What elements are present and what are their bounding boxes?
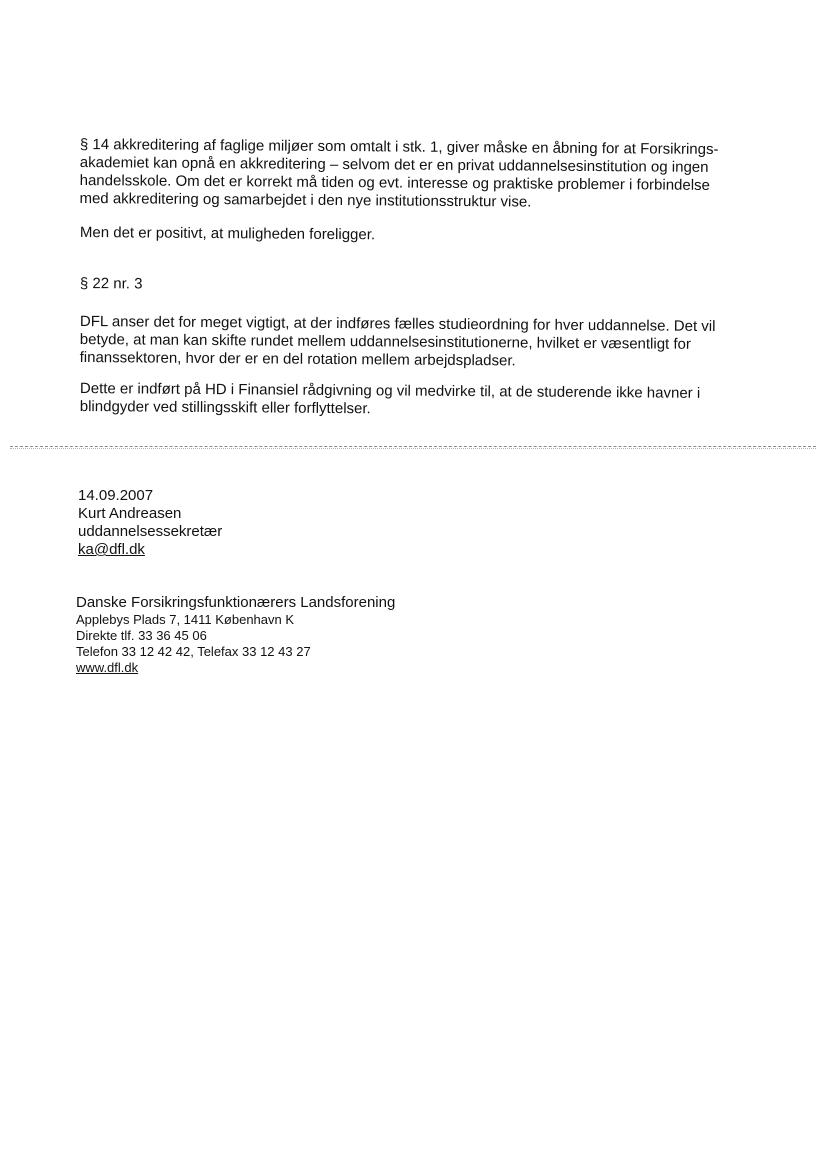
page-divider xyxy=(10,446,816,447)
section-22-heading xyxy=(80,275,760,298)
organization-block xyxy=(76,594,395,676)
organization-address: Applebys Plads 7, 1411 København K xyxy=(76,612,295,627)
organization-direct-phone: Direkte tlf. 33 36 45 06 xyxy=(76,628,207,643)
signature-block xyxy=(78,487,222,559)
positive-line: Men det er positivt, at muligheden foreligger. xyxy=(79,224,376,244)
section-22-p1-line-1: DFL anser det for meget vigtigt, at der indføres fælles studieordning for hver uddannelse. Det vil xyxy=(79,313,716,335)
section-14-paragraph xyxy=(79,136,760,213)
organization-website-link[interactable]: www.dfl.dk xyxy=(76,660,139,675)
section-22-paragraph-1 xyxy=(80,313,760,372)
signature-name: Kurt Andreasen xyxy=(78,505,182,522)
section-14-line-1: § 14 akkreditering af faglige miljøer som omtalt i stk. 1, giver måske en åbning for at Forsikrings- xyxy=(79,136,719,159)
organization-name: Danske Forsikringsfunktionærers Landsforening xyxy=(76,594,396,611)
section-14-line-4: med akkreditering og samarbejdet i den nye institutionsstruktur vise. xyxy=(79,189,532,211)
section-22-p2-line-1: Dette er indført på HD i Finansiel rådgivning og vil medvirke til, at de studerende ikke havner i xyxy=(79,380,701,402)
signature-date: 14.09.2007 xyxy=(78,487,154,504)
section-22-p1-line-2: betyde, at man kan skifte rundet mellem uddannelsesinstitutionerne, hvilket er væsentligt for xyxy=(79,330,691,353)
section-22-p1-line-3: finanssektoren, hvor der er en del rotation mellem arbejdspladser. xyxy=(79,348,516,370)
section-14-line-2: akademiet kan opnå en akkreditering – selvom det er en privat uddannelsesinstitution og ingen xyxy=(79,153,709,176)
signature-title: uddannelsessekretær xyxy=(78,523,223,540)
section-14-line-3: handelsskole. Om det er korrekt må tiden og evt. interesse og praktiske problemer i forbindelse xyxy=(79,171,711,194)
section-22-p2-line-2: blindgyder ved stillingsskift eller forflyttelser. xyxy=(79,397,371,418)
section-22-heading-text: § 22 nr. 3 xyxy=(79,275,143,293)
positive-statement xyxy=(80,224,760,247)
organization-phone-fax: Telefon 33 12 42 42, Telefax 33 12 43 27 xyxy=(76,644,311,659)
page-divider-shadow xyxy=(10,448,816,449)
signature-email-link[interactable]: ka@dfl.dk xyxy=(78,541,145,558)
section-22-paragraph-2 xyxy=(80,380,760,421)
